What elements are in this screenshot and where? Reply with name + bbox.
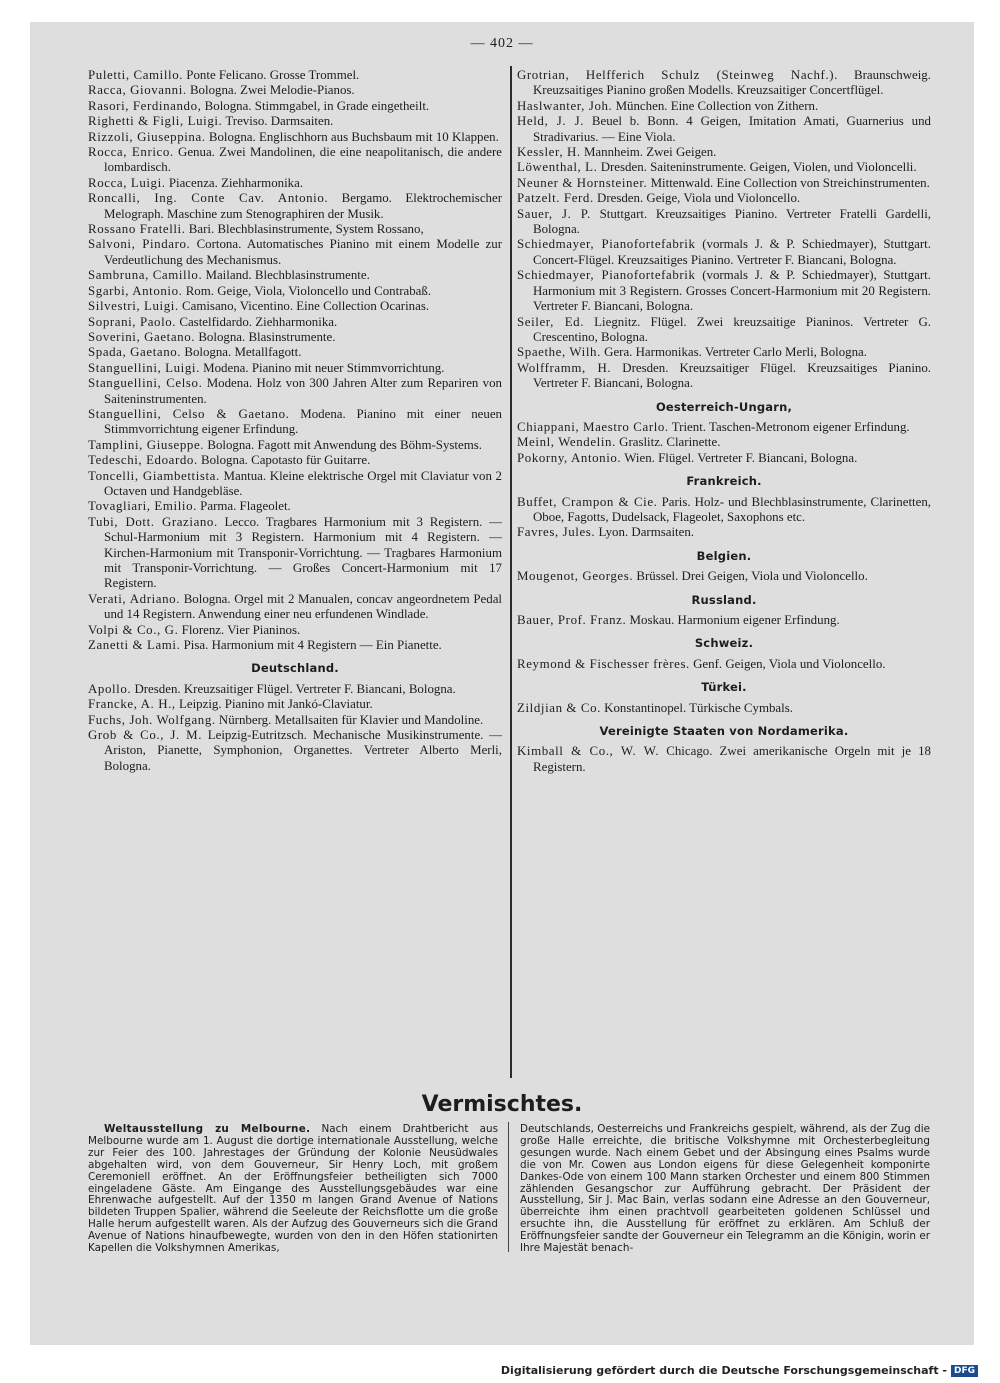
document-page (30, 22, 974, 1345)
section-heading-deutschland: Deutschland. (251, 661, 339, 676)
exhibitor-details: Nürnberg. Metallsaiten für Klavier und Mandoline. (215, 712, 484, 727)
exhibitor-name: Stanguellini, Celso & Gaetano. (88, 406, 290, 421)
exhibitor-details: Treviso. Darmsaiten. (222, 114, 334, 129)
exhibitor-name: Sgarbi, Antonio. (88, 283, 183, 298)
exhibitor-name: Stanguellini, Luigi. (88, 360, 200, 375)
exhibitor-name: Meinl, Wendelin. (517, 435, 616, 450)
exhibitor-name: Grob & Co., J. M. (88, 728, 203, 743)
exhibitor-name: Apollo. (88, 681, 132, 696)
footer-text: Digitalisierung gefördert durch die Deutsche Forschungsgemeinschaft - (500, 1364, 947, 1377)
exhibitor-entry (88, 515, 502, 592)
exhibitor-entry (88, 268, 502, 283)
exhibitor-details: Castelfidardo. Ziehharmonika. (176, 314, 338, 329)
exhibitor-entry (88, 361, 502, 376)
exhibitor-details: Bologna. Fagott mit Anwendung des Böhm-Systems. (204, 437, 482, 452)
exhibitor-name: Rossano Fratelli. (88, 222, 186, 237)
exhibitor-entry (88, 83, 502, 98)
column-divider (510, 66, 512, 1078)
dfg-logo: DFG (951, 1365, 978, 1377)
exhibitor-entry (88, 623, 502, 638)
exhibitor-name: Racca, Giovanni. (88, 83, 187, 98)
exhibitor-details: Genf. Geigen, Viola und Violoncello. (689, 656, 886, 671)
exhibitor-entry (88, 407, 502, 438)
exhibitor-entry (88, 728, 502, 774)
exhibitor-details: Brüssel. Drei Geigen, Viola und Violoncello. (633, 569, 868, 584)
usa-entry-list (517, 744, 931, 775)
russland-entry-list (517, 613, 931, 628)
exhibitor-details: Liegnitz. Flügel. Zwei kreuzsaitige Pianinos. Vertreter G. Crescentino, Bologna. (533, 314, 931, 344)
exhibitor-name: Bauer, Prof. Franz. (517, 613, 627, 627)
exhibitor-entry (88, 191, 502, 222)
exhibitor-details: Piacenza. Ziehharmonika. (165, 175, 304, 190)
exhibitor-name: Reymond & Fischesser frères. (517, 656, 690, 671)
exhibitor-details: Gera. Harmonikas. Vertreter Carlo Merli, Bologna. (600, 345, 867, 360)
exhibitor-name: Tedeschi, Edoardo. (88, 453, 198, 468)
exhibitor-entry (517, 613, 931, 628)
news-column-right: Deutschlands, Oesterreichs und Frankreichs gespielt, während, als der Zug die große Halle erreichte, die britische Volkshymne mit Orchesterbegleitung gesungen wurde. Nach einem Gebet und der Absingung eines Psalms wurde die von Mr. Cowen aus London eigens für diese Gelegenheit komponirte Dankes-Ode von einem 100 Mann starken Orchester und einem 800 Stimmen zählenden Gesangschor zur Aufführung gebracht. Der Präsident der Ausstellung, Sir J. Mac Bain, verlas sodann eine Adresse an den Gouverneur, überreichte ihm einen prachtvoll gearbeiteten goldenen Schlüssel und ersuchte ihn, die Ausstellung für eröffnet zu erklären. Am Schluß der Eröffnungsfeier sandte der Gouverneur ein Telegramm an die Königin, worin er Ihre Majestät benach- (520, 1123, 930, 1255)
right-column (517, 68, 931, 775)
section-heading-oesterreich: Oesterreich-Ungarn, (655, 399, 793, 414)
exhibitor-name: Tovagliari, Emilio. (88, 499, 197, 514)
exhibitor-details: Mittenwald. Eine Collection von Streichinstrumenten. (647, 175, 930, 190)
exhibitor-entry (517, 207, 931, 238)
section-heading-belgien: Belgien. (696, 548, 752, 563)
exhibitor-details: Ponte Felicano. Grosse Trommel. (183, 68, 360, 82)
exhibitor-name: Zildjian & Co. (517, 700, 601, 715)
exhibitor-details: Mailand. Blechblasinstrumente. (202, 268, 370, 283)
exhibitor-name: Rizzoli, Giuseppina. (88, 129, 206, 144)
exhibitor-name: Soverini, Gaetano. (88, 329, 196, 344)
section-heading-schweiz: Schweiz. (694, 636, 754, 651)
exhibitor-name: Sambruna, Camillo. (88, 268, 203, 283)
exhibitor-name: Kessler, H. (517, 145, 581, 160)
exhibitor-details: Florenz. Vier Pianinos. (178, 622, 301, 637)
oesterreich-entry-list (517, 420, 931, 466)
exhibitor-details: Modena. Holz von 300 Jahren Alter zum Repariren von Saiteninstrumenten. (104, 376, 502, 406)
section-heading-frankreich: Frankreich. (686, 474, 762, 489)
belgien-entry-list (517, 569, 931, 584)
exhibitor-details: Bologna. Stimmgabel, in Grade eingetheilt. (201, 98, 430, 113)
exhibitor-details: (vormals J. & P. Schiedmayer), Stuttgart. Harmonium mit 3 Registern. Grosses Concert-Harmonium mit 20 Registern. Vertreter F. Biancani, Bologna. (533, 268, 931, 314)
exhibitor-details: Bologna. Metallfagott. (181, 345, 302, 360)
section-heading-russland: Russland. (691, 592, 757, 607)
exhibitor-entry (88, 330, 502, 345)
exhibitor-entry (517, 176, 931, 191)
exhibitor-name: Seiler, Ed. (517, 314, 585, 329)
exhibitor-name: Spaethe, Wilh. (517, 345, 601, 360)
exhibitor-name: Haslwanter, Joh. (517, 98, 613, 113)
exhibitor-name: Wolfframm, H. (517, 360, 612, 375)
exhibitor-name: Stanguellini, Celso. (88, 376, 203, 391)
exhibitor-entry (88, 592, 502, 623)
exhibitor-entry (517, 68, 931, 99)
tuerkei-entry-list (517, 701, 931, 716)
exhibitor-entry (88, 469, 502, 500)
exhibitor-entry (517, 525, 931, 540)
exhibitor-name: Rasori, Ferdinando, (88, 98, 202, 113)
exhibitor-entry (88, 176, 502, 191)
exhibitor-details: Genua. Zwei Mandolinen, die eine neapolitanisch, die andere lombardisch. (104, 145, 502, 175)
exhibitor-entry (88, 145, 502, 176)
exhibitor-entry (517, 361, 931, 392)
exhibitor-entry (517, 191, 931, 206)
vermischtes-title: Vermischtes. (421, 1092, 583, 1117)
section-heading-tuerkei: Türkei. (701, 680, 747, 695)
exhibitor-details: Beuel b. Bonn. 4 Geigen, Imitation Amati, Guarnerius und Stradivarius. — Eine Viola. (533, 114, 931, 144)
exhibitor-name: Soprani, Paolo. (88, 314, 177, 329)
exhibitor-entry (517, 99, 931, 114)
exhibitor-details: Leipzig-Eutritzsch. Mechanische Musikinstrumente. — Ariston, Pianette, Symphonion, Organettes. Vertreter Alberto Merli, Bologna. (104, 728, 502, 773)
exhibitor-details: (vormals J. & P. Schiedmayer), Stuttgart. Concert-Flügel. Kreuzsaitiges Pianino. Vertreter F. Biancani, Bologna. (533, 237, 931, 267)
section-heading-usa: Vereinigte Staaten von Nordamerika. (599, 724, 849, 739)
exhibitor-entry (517, 237, 931, 268)
exhibitor-entry (517, 495, 931, 526)
exhibitor-details: Cortona. Automatisches Pianino mit einem Modelle zur Verdeutlichung des Mechanismus. (104, 237, 502, 267)
exhibitor-entry (88, 315, 502, 330)
exhibitor-name: Tubi, Dott. Graziano. (88, 514, 218, 529)
exhibitor-entry (88, 697, 502, 712)
exhibitor-details: Pisa. Harmonium mit 4 Registern — Ein Pianette. (180, 638, 442, 653)
exhibitor-entry (517, 701, 931, 716)
exhibitor-name: Rocca, Luigi. (88, 175, 166, 190)
exhibitor-name: Chiappani, Maestro Carlo. (517, 419, 669, 434)
exhibitor-entry (517, 569, 931, 584)
exhibitor-details: Bologna. Zwei Melodie-Pianos. (186, 83, 355, 98)
exhibitor-name: Salvoni, Pindaro. (88, 237, 191, 252)
exhibitor-entry (517, 451, 931, 466)
exhibitor-entry (88, 299, 502, 314)
exhibitor-name: Patzelt. Ferd. (517, 191, 594, 206)
exhibitor-entry (88, 237, 502, 268)
schweiz-entry-list (517, 657, 931, 672)
exhibitor-details: Mantua. Kleine elektrische Orgel mit Claviatur von 2 Octaven und Handgebläse. (104, 468, 502, 498)
exhibitor-entry (88, 345, 502, 360)
exhibitor-name: Grotrian, Helfferich Schulz (Steinweg Nachf.). (517, 68, 838, 82)
exhibitor-name: Rocca, Enrico. (88, 145, 174, 160)
exhibitor-name: Fuchs, Joh. Wolfgang. (88, 712, 216, 727)
exhibitor-details: Lyon. Darmsaiten. (595, 525, 695, 540)
exhibitor-details: Bari. Blechblasinstrumente, System Rossano, (185, 222, 424, 237)
exhibitor-details: Wien. Flügel. Vertreter F. Biancani, Bologna. (621, 450, 858, 465)
exhibitor-name: Pokorny, Antonio. (517, 450, 622, 465)
exhibitor-name: Held, J. J. (517, 114, 585, 129)
exhibitor-name: Spada, Gaetano. (88, 345, 182, 360)
exhibitor-details: Trient. Taschen-Metronom eigener Erfindung. (668, 419, 910, 434)
exhibitor-details: München. Eine Collection von Zithern. (612, 98, 819, 113)
exhibitor-entry (88, 222, 502, 237)
exhibitor-entry (517, 345, 931, 360)
left-entry-list (88, 68, 502, 653)
exhibitor-details: Dresden. Saiteninstrumente. Geigen, Violen, und Violoncelli. (597, 160, 917, 175)
exhibitor-entry (88, 130, 502, 145)
exhibitor-name: Schiedmayer, Pianofortefabrik (517, 268, 696, 283)
exhibitor-entry (517, 315, 931, 346)
exhibitor-entry (88, 99, 502, 114)
exhibitor-name: Zanetti & Lami. (88, 638, 181, 653)
exhibitor-entry (517, 268, 931, 314)
exhibitor-entry (88, 284, 502, 299)
exhibitor-name: Verati, Adriano. (88, 591, 181, 606)
exhibitor-details: Chicago. Zwei amerikanische Orgeln mit je 18 Registern. (533, 744, 931, 774)
exhibitor-name: Tamplini, Giuseppe. (88, 437, 205, 452)
exhibitor-entry (88, 438, 502, 453)
exhibitor-name: Favres, Jules. (517, 525, 596, 540)
exhibitor-details: Paris. Holz- und Blechblasinstrumente, Clarinetten, Oboe, Fagotts, Dudelsack, Flageolet, Saxophons etc. (533, 494, 931, 524)
exhibitor-entry (88, 682, 502, 697)
footer (501, 1364, 978, 1377)
exhibitor-details: Bologna. Blasinstrumente. (195, 329, 336, 344)
exhibitor-name: Schiedmayer, Pianofortefabrik (517, 237, 696, 252)
exhibitor-details: Bologna. Capotasto für Guitarre. (197, 453, 371, 468)
exhibitor-entry (517, 657, 931, 672)
exhibitor-name: Volpi & Co., G. (88, 622, 179, 637)
exhibitor-details: Dresden. Geige, Viola und Violoncello. (593, 191, 801, 206)
exhibitor-name: Kimball & Co., W. W. (517, 744, 660, 759)
exhibitor-details: Bergamo. Elektrochemischer Melograph. Maschine zum Stenographiren der Musik. (104, 191, 502, 221)
frankreich-entry-list (517, 495, 931, 541)
exhibitor-details: Dresden. Kreuzsaitiger Flügel. Kreuzsaitiges Pianino. Vertreter F. Biancani, Bologna. (533, 360, 932, 391)
exhibitor-entry (517, 145, 931, 160)
exhibitor-name: Puletti, Camillo. (88, 68, 184, 82)
exhibitor-details: Dresden. Kreuzsaitiger Flügel. Vertreter F. Biancani, Bologna. (131, 681, 456, 696)
exhibitor-details: Modena. Pianino mit einer neuen Stimmvorrichtung eigener Erfindung. (104, 406, 503, 437)
exhibitor-name: Sauer, J. P. (517, 206, 591, 221)
exhibitor-entry (88, 114, 502, 129)
exhibitor-details: Moskau. Harmonium eigener Erfindung. (626, 613, 840, 627)
news-text-left: Nach einem Drahtbericht aus Melbourne wurde am 1. August die dortige internationale Ausstellung, welche zur Feier des 100. Jahrestages der Gründung der Kolonie Neusüdwales abgehalten wird, von dem Gouverneur, Sir Henry Loch, mit großem Ceremoniell eröffnet. An der Eröffnungsfeier betheiligten sich 7000 eingeladene Gäste. Am Eingange des Ausstellungsgebäudes war eine Ehrenwache aufgestellt. Auf der 1350 m langen Grand Avenue of Nations bildeten Truppen Spalier, während die Seeleute der Reichsflotte um die große Halle herum aufgestellt waren. Als der Aufzug des Gouverneurs sich die Grand Avenue of Nations hinaufbewegte, wurden von den in den Höfen stationirten Kapellen die Volkshymnen Amerikas, (88, 1123, 498, 1255)
exhibitor-details: Braunschweig. Kreuzsaitiges Pianino großen Modells. Kreuzsaitiger Concertflügel. (533, 68, 931, 98)
exhibitor-name: Francke, A. H., (88, 697, 176, 712)
exhibitor-name: Silvestri, Luigi. (88, 299, 179, 314)
exhibitor-details: Leipzig. Pianino mit Jankó-Claviatur. (175, 697, 373, 712)
exhibitor-name: Löwenthal, L. (517, 160, 598, 175)
exhibitor-entry (88, 713, 502, 728)
news-lead: Weltausstellung zu Melbourne. (104, 1123, 311, 1135)
right-entry-list (517, 68, 931, 392)
exhibitor-details: Modena. Pianino mit neuer Stimmvorrichtung. (199, 360, 445, 375)
exhibitor-details: Mannheim. Zwei Geigen. (580, 145, 717, 160)
exhibitor-name: Toncelli, Giambettista. (88, 468, 220, 483)
exhibitor-details: Bologna. Englischhorn aus Buchsbaum mit 10 Klappen. (205, 129, 499, 144)
exhibitor-details: Lecco. Tragbares Harmonium mit 3 Registern. — Schul-Harmonium mit 3 Registern. Harmonium mit 4 Registern. — Kirchen-Harmonium mit Transponir-Vorrichtung. — Tragbares Harmonium mit Transponir-Vorrichtung. — Großes Concert-Harmonium mit 17 Registern. (104, 514, 503, 591)
news-column-divider (508, 1122, 509, 1252)
exhibitor-entry (88, 499, 502, 514)
exhibitor-entry (517, 114, 931, 145)
exhibitor-entry (517, 744, 931, 775)
exhibitor-details: Camisano, Vicentino. Eine Collection Ocarinas. (178, 299, 430, 314)
exhibitor-details: Bologna. Orgel mit 2 Manualen, concav angeordnetem Pedal und 14 Registern. Anwendung einer neu erfundenen Windlade. (104, 591, 502, 622)
exhibitor-details: Parma. Flageolet. (196, 499, 291, 514)
exhibitor-entry (88, 68, 502, 83)
left-column (88, 68, 502, 774)
page-number: — 402 — (470, 36, 534, 51)
exhibitor-entry (517, 435, 931, 450)
exhibitor-name: Neuner & Hornsteiner. (517, 175, 648, 190)
exhibitor-entry (88, 453, 502, 468)
exhibitor-entry (88, 376, 502, 407)
exhibitor-entry (517, 420, 931, 435)
news-column-left (88, 1124, 498, 1255)
exhibitor-details: Stuttgart. Kreuzsaitiges Pianino. Vertreter Fratelli Gardelli, Bologna. (533, 206, 932, 237)
exhibitor-details: Graslitz. Clarinette. (615, 435, 721, 450)
exhibitor-name: Buffet, Crampon & Cie. (517, 494, 658, 509)
exhibitor-details: Konstantinopel. Türkische Cymbals. (600, 700, 793, 715)
exhibitor-name: Mougenot, Georges. (517, 569, 634, 584)
deutschland-entry-list (88, 682, 502, 774)
exhibitor-name: Roncalli, Ing. Conte Cav. Antonio. (88, 191, 329, 206)
exhibitor-entry (517, 160, 931, 175)
exhibitor-details: Rom. Geige, Viola, Violoncello und Contrabaß. (182, 283, 432, 298)
exhibitor-name: Righetti & Figli, Luigi. (88, 114, 223, 129)
exhibitor-entry (88, 638, 502, 653)
